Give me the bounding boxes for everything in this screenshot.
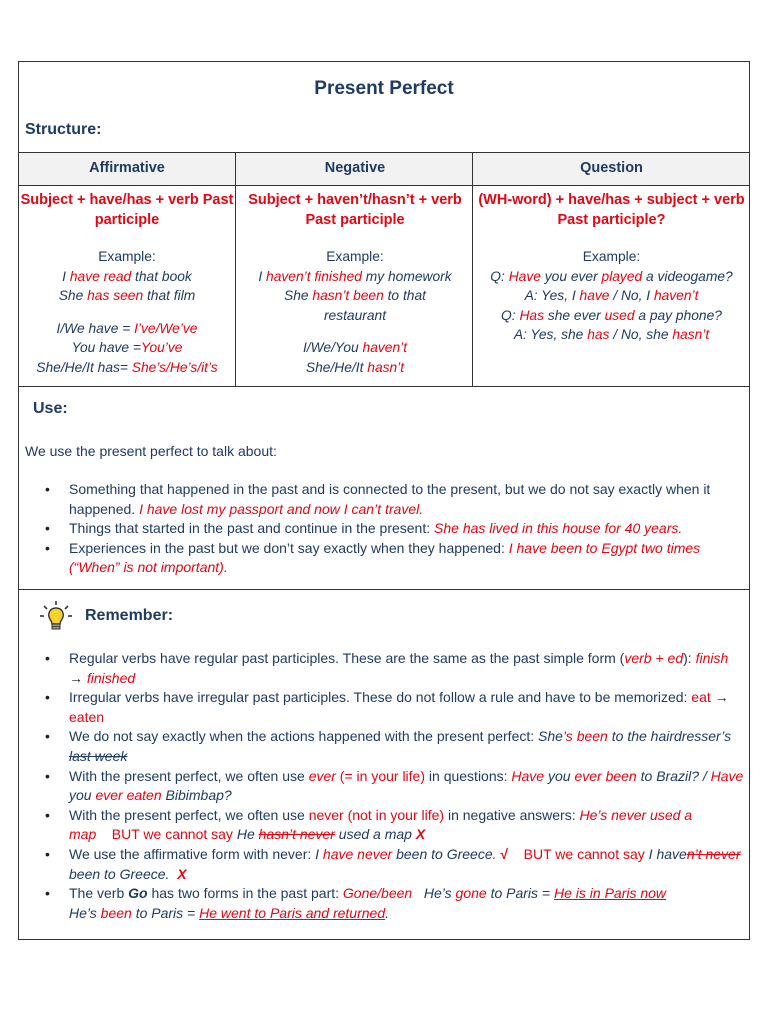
list-item: • With the present perfect, we often use never (not in your life) in negative answers: He’s never used a map BUT we cannot say He hasn’t never used a map X bbox=[19, 806, 744, 845]
answer-line: A: Yes, she has / No, she hasn’t bbox=[513, 327, 710, 343]
structure-heading: Structure: bbox=[25, 121, 102, 138]
negative-example: I haven’t finished my homework bbox=[258, 268, 452, 284]
list-item: • The verb Go has two forms in the past part: Gone/been He’s gone to Paris = He is in Paris now He’s been to Paris = He went to Paris and returned. bbox=[19, 884, 744, 923]
lightbulb-icon bbox=[39, 600, 73, 634]
affirmative-cell bbox=[19, 188, 235, 384]
affirmative-example-label: Example: bbox=[98, 249, 156, 264]
list-item: • Regular verbs have regular past participles. These are the same as the past simple form (verb + ed): finish → finished bbox=[19, 649, 744, 688]
question-line: Q: Have you ever played a videogame? bbox=[490, 268, 733, 284]
use-intro: We use the present perfect to talk about: bbox=[25, 443, 277, 459]
affirmative-example: I have read that book bbox=[62, 268, 192, 284]
remember-heading: Remember: bbox=[85, 607, 174, 624]
use-list bbox=[19, 480, 744, 578]
list-item: • Experiences in the past but we don’t say exactly when they happened: I have been to Egypt two times (“When” is not important). bbox=[19, 539, 744, 578]
contraction-line: She/He/It hasn’t bbox=[305, 359, 405, 375]
contraction-line: I/We have = I’ve/We’ve bbox=[56, 320, 198, 336]
header-affirmative: Affirmative bbox=[89, 160, 165, 176]
question-example-label: Example: bbox=[582, 249, 641, 264]
negative-example: She hasn’t been to that bbox=[284, 288, 426, 304]
affirmative-formula: Subject + have/has + verb Past participle bbox=[20, 192, 234, 228]
list-item: • Irregular verbs have irregular past participles. These do not follow a rule and have to be memorized: eat → eaten bbox=[19, 688, 744, 727]
section-divider bbox=[19, 386, 749, 387]
list-item: • We use the affirmative form with never: I have never been to Greece. √ BUT we cannot say I haven’t never been to Greece. X bbox=[19, 845, 744, 884]
affirmative-example: She has seen that film bbox=[58, 288, 196, 304]
section-divider bbox=[19, 589, 749, 590]
negative-example-label: Example: bbox=[326, 249, 384, 264]
contraction-line: You have =You’ve bbox=[71, 340, 183, 356]
negative-cell bbox=[237, 188, 473, 384]
question-line: Q: Has she ever used a pay phone? bbox=[501, 307, 722, 323]
remember-list bbox=[19, 649, 744, 923]
grammar-sheet bbox=[18, 61, 750, 940]
table-header-row bbox=[19, 152, 749, 186]
list-item: • We do not say exactly when the actions happened with the present perfect: She’s been to the hairdresser’s last week bbox=[19, 727, 744, 766]
use-heading: Use: bbox=[33, 400, 68, 417]
negative-example-cont: restaurant bbox=[323, 307, 387, 323]
contraction-line: She/He/It has= She’s/He’s/it’s bbox=[36, 359, 218, 375]
list-item: • Things that started in the past and continue in the present: She has lived in this house for 40 years. bbox=[19, 519, 744, 539]
list-item: • Something that happened in the past and is connected to the present, but we do not say exactly when it happened. I have lost my passport and now I can’t travel. bbox=[19, 480, 744, 519]
question-cell bbox=[474, 188, 749, 384]
contraction-line: I/We/You haven’t bbox=[302, 340, 408, 356]
negative-formula: Subject + haven’t/hasn’t + verb Past participle bbox=[248, 192, 462, 228]
header-question: Question bbox=[580, 160, 643, 176]
list-item: • With the present perfect, we often use ever (= in your life) in questions: Have you ever been to Brazil? / Have you ever eaten Bibimbap? bbox=[19, 767, 744, 806]
header-negative: Negative bbox=[324, 160, 386, 176]
answer-line: A: Yes, I have / No, I haven’t bbox=[524, 288, 699, 304]
column-divider bbox=[235, 152, 236, 386]
question-formula: (WH-word) + have/has + subject + verb Past participle? bbox=[478, 192, 745, 228]
page-title: Present Perfect bbox=[314, 78, 454, 99]
